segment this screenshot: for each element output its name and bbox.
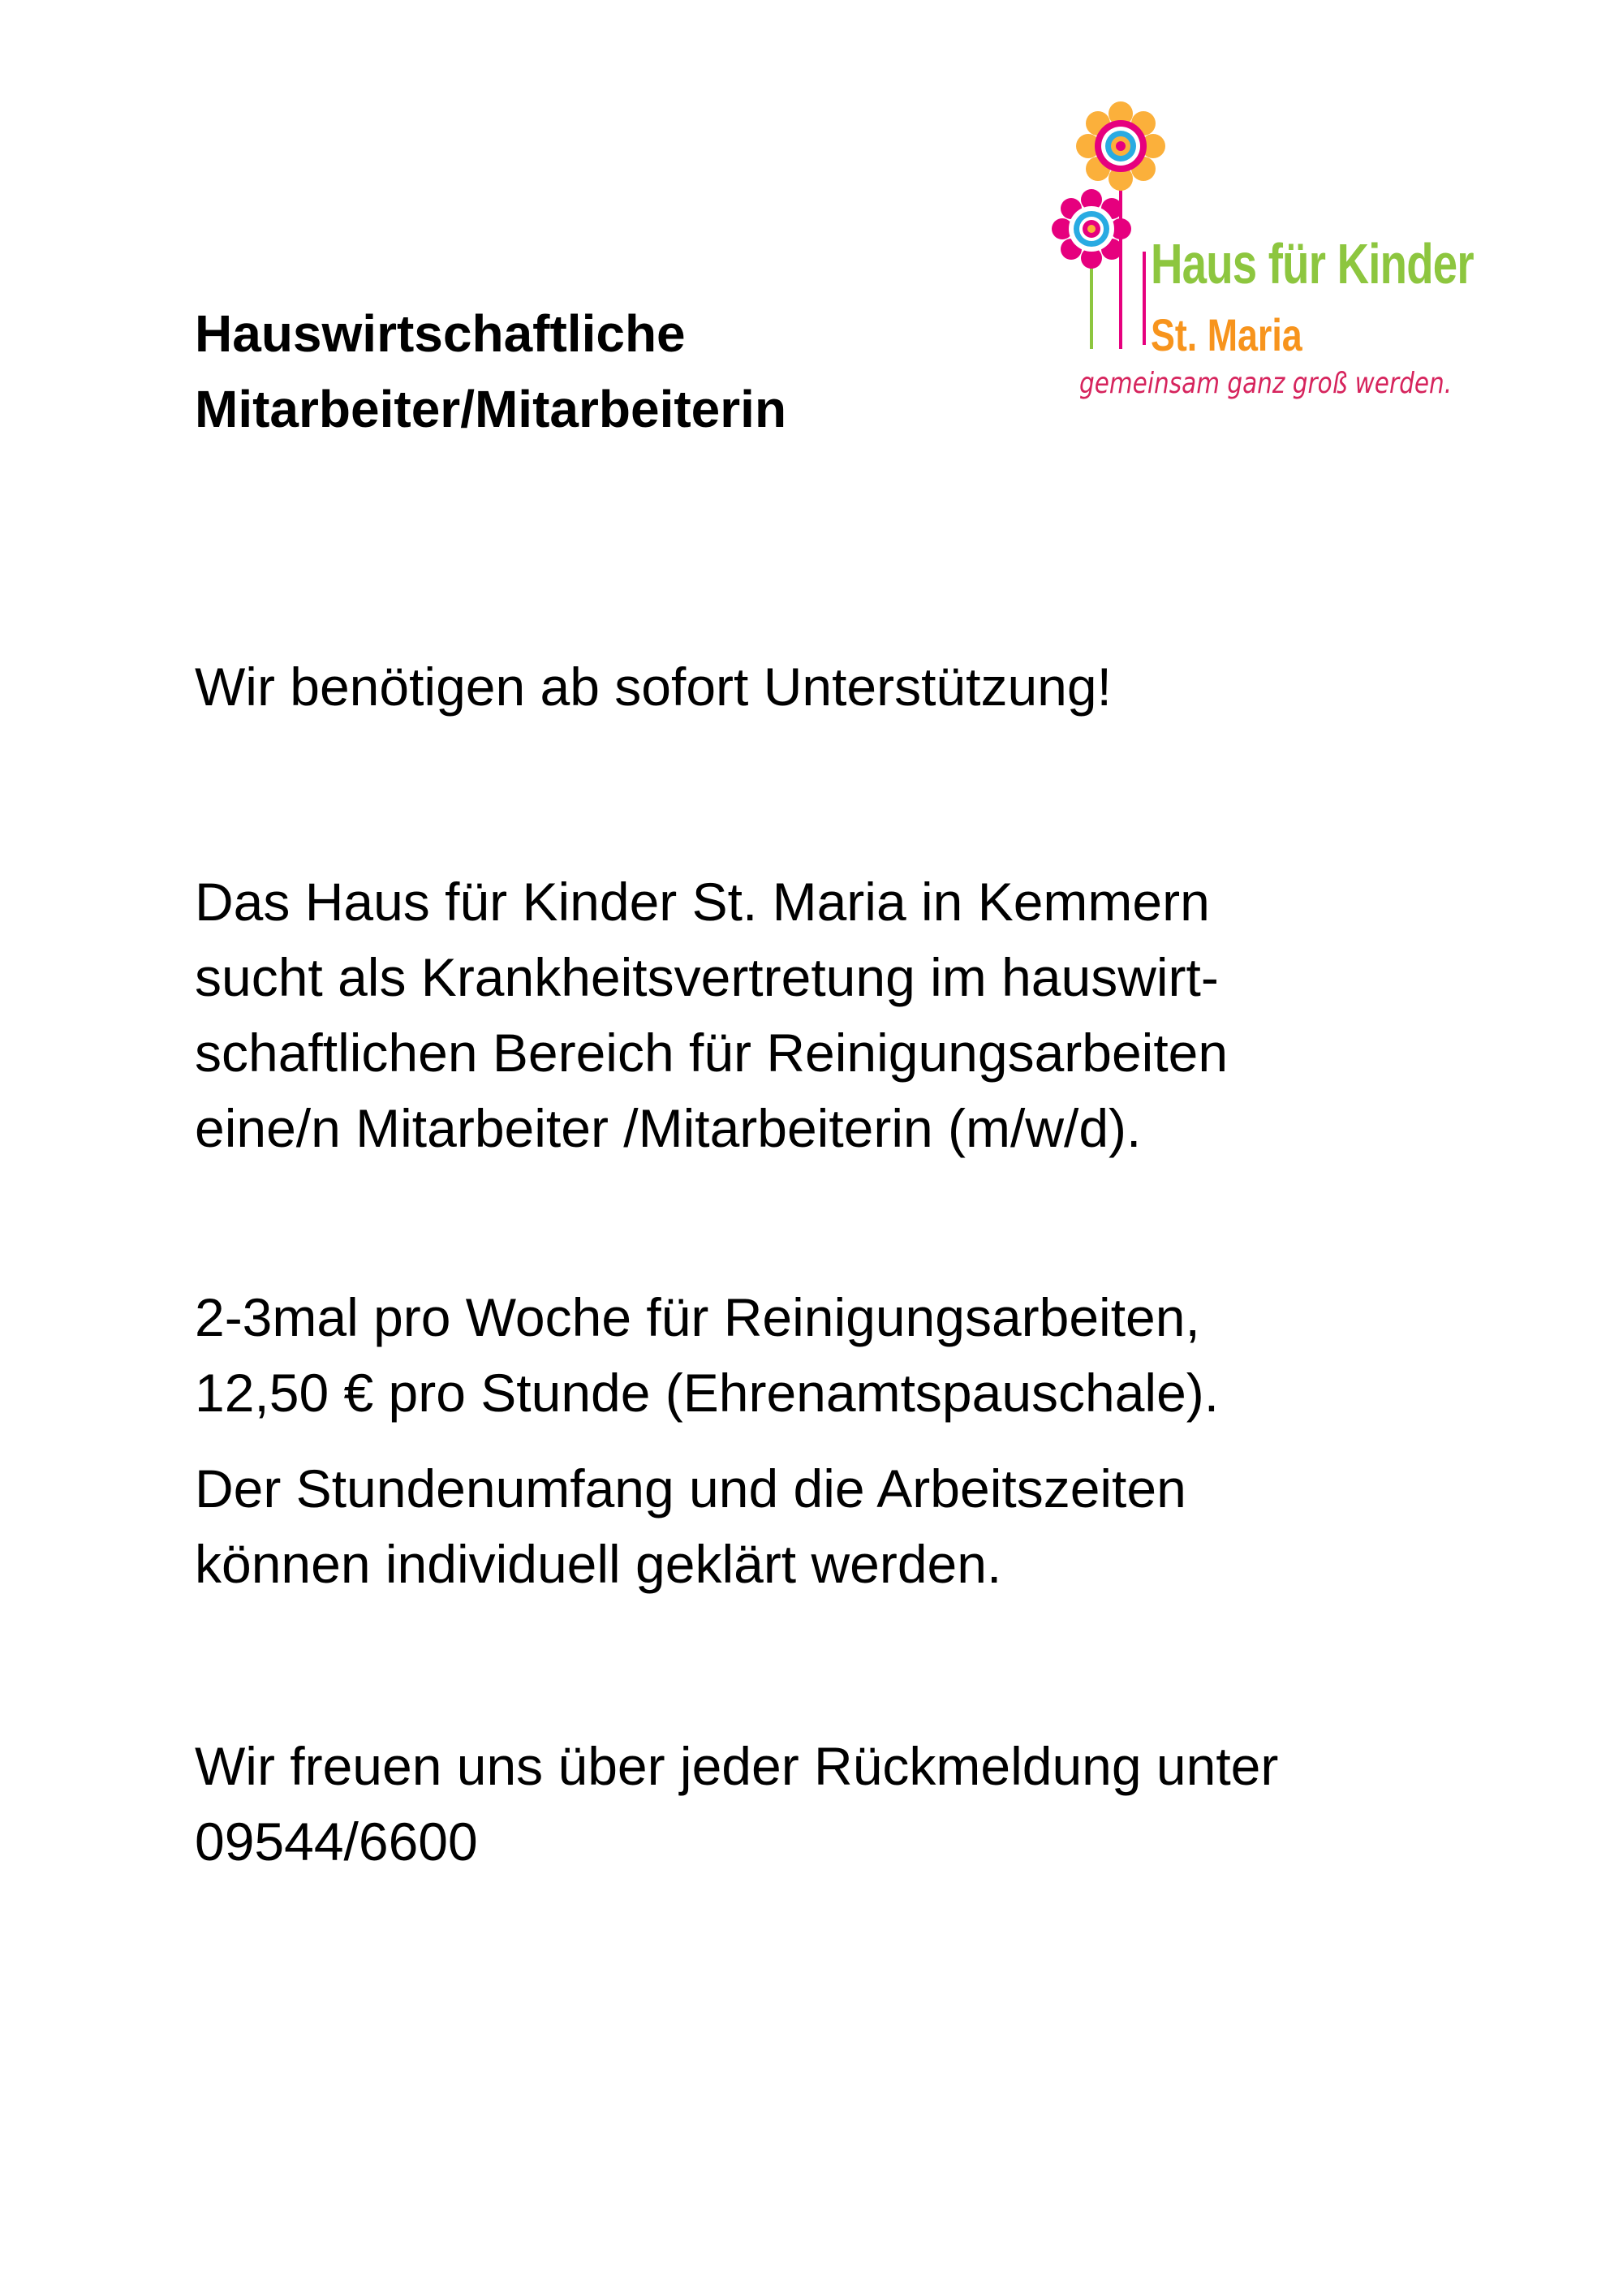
contact-phone: 09544/6600	[195, 1811, 478, 1872]
terms-paragraph	[195, 1280, 1493, 1431]
description-line: Das Haus für Kinder St. Maria in Kemmern	[195, 872, 1210, 932]
page-title	[195, 296, 1006, 447]
hours-paragraph	[195, 1451, 1493, 1602]
logo-name: Haus für Kinder	[1151, 232, 1474, 295]
description-line: eine/n Mitarbeiter /Mitarbeiterin (m/w/d).	[195, 1098, 1142, 1158]
hours-line: Der Stundenumfang und die Arbeitszeiten	[195, 1458, 1186, 1518]
intro-paragraph	[195, 649, 1493, 725]
contact-line: Wir freuen uns über jeder Rückmeldung unter	[195, 1736, 1279, 1796]
terms-line: 12,50 € pro Stunde (Ehrenamtspauschale).	[195, 1363, 1220, 1423]
terms-line: 2-3mal pro Woche für Reinigungsarbeiten,	[195, 1287, 1200, 1347]
logo-subname: St. Maria	[1151, 309, 1302, 360]
intro-line: Wir benötigen ab sofort Unterstützung!	[195, 657, 1112, 717]
title-line-2: Mitarbeiter/Mitarbeiterin	[195, 380, 787, 438]
title-line-1: Hauswirtschaftliche	[195, 304, 686, 363]
contact-paragraph	[195, 1729, 1493, 1880]
description-paragraph	[195, 864, 1493, 1166]
logo	[1047, 101, 1550, 402]
description-line: sucht als Krankheitsvertretung im hauswirt-	[195, 947, 1219, 1007]
logo-tagline: gemeinsam ganz groß werden.	[1079, 367, 1453, 400]
hours-line: können individuell geklärt werden.	[195, 1534, 1002, 1594]
description-line: schaftlichen Bereich für Reinigungsarbeiten	[195, 1023, 1229, 1083]
